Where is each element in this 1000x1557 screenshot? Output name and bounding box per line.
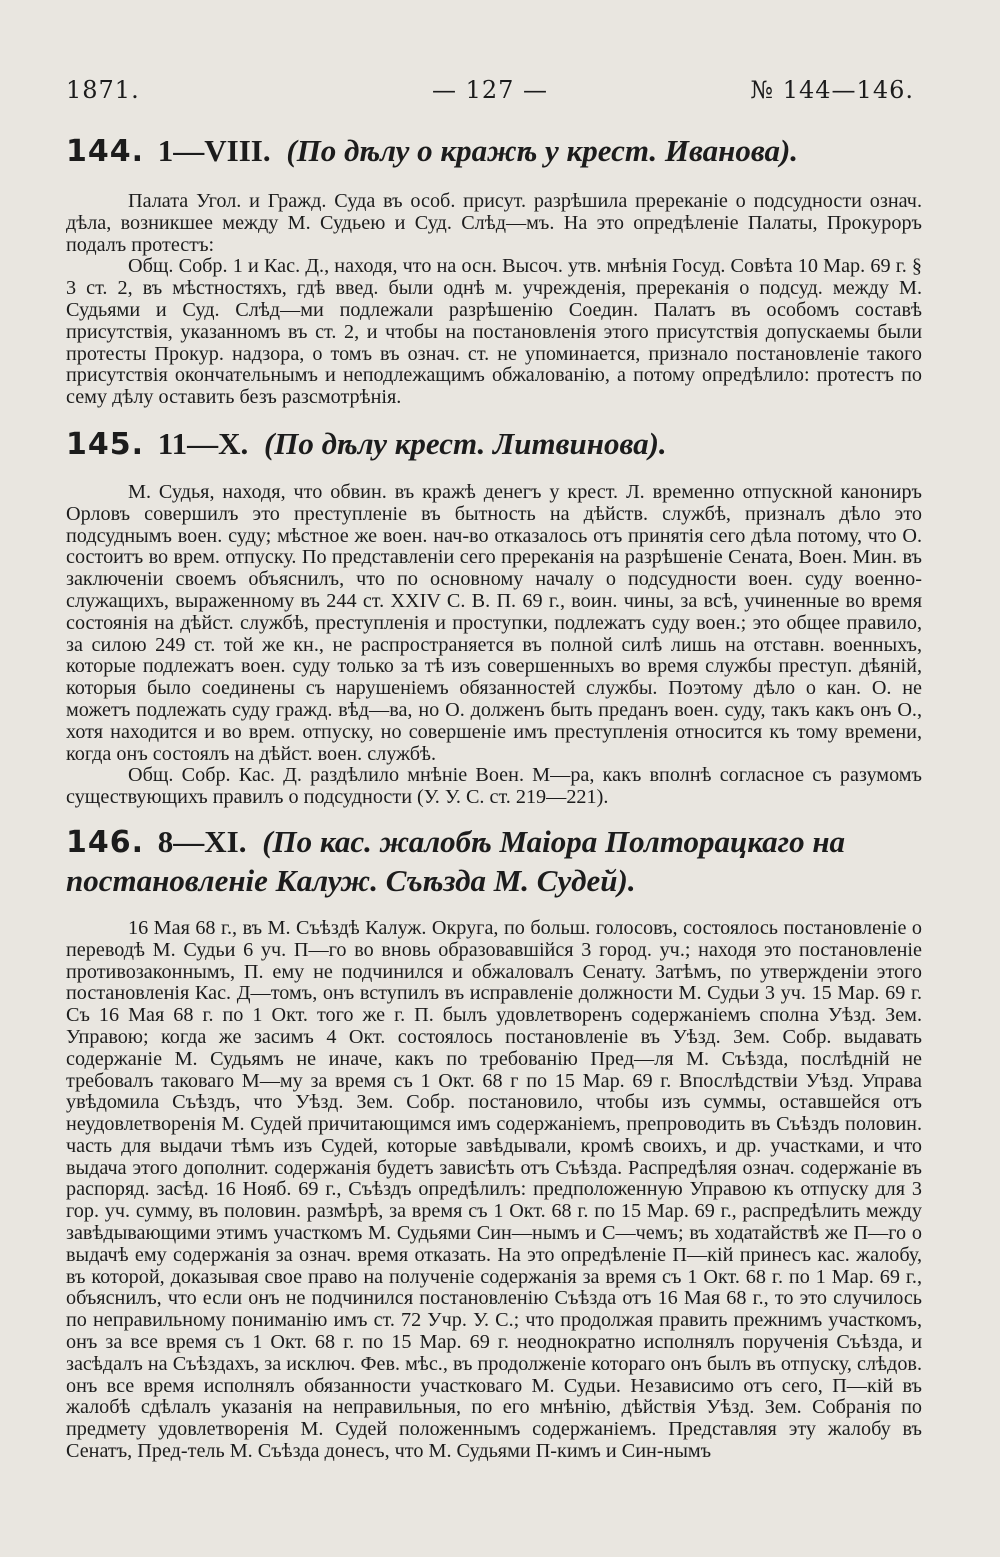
- section-date: 1—VIII.: [157, 133, 271, 168]
- page-header: [66, 76, 914, 116]
- section-title: (По дѣлу крест. Литвинова).: [263, 425, 667, 461]
- section-title: (По кас. жалобѣ Маіора Полторацкаго на постановленіе Калуж. Съѣзда М. Судей).: [66, 823, 846, 898]
- section-144-heading: [66, 132, 922, 171]
- section-144-paragraph-2: Общ. Собр. 1 и Кас. Д., находя, что на осн. Высоч. утв. мнѣнія Госуд. Совѣта 10 Мар. 69 г. § 3 ст. 2, въ мѣстностяхъ, гдѣ введ. были однѣ м. учрежденія, пререканія о подсуд. между М. Судьями и Суд. Слѣд—ми подлежали разрѣшенію Соедин. Палатъ въ особомъ составѣ присутствія, указанномъ въ ст. 2, и чтобы на постановленія этого присутствія допускаемы были протесты Прокур. надзора, о томъ въ означ. ст. не упоминается, признало постановленіе такого присутствія окончательнымъ и неподлежащимъ обжалованію, а потому опредѣлило: протестъ по сему дѣлу оставить безъ разсмотрѣнія.: [66, 255, 922, 409]
- section-number: 145.: [66, 426, 145, 462]
- section-146-heading: [66, 823, 922, 900]
- header-year: 1871.: [66, 76, 140, 104]
- section-title: (По дѣлу о кражѣ у крест. Иванова).: [286, 133, 799, 168]
- section-number: 146.: [66, 824, 145, 860]
- section-145-heading: [66, 425, 922, 464]
- section-145-paragraph-2: Общ. Собр. Кас. Д. раздѣлило мнѣніе Воен. М—ра, какъ вполнѣ согласное съ разумомъ существующихъ правилъ о подсудности (У. У. С. ст. 219—221).: [66, 764, 922, 809]
- section-146-paragraph-1: 16 Мая 68 г., въ М. Съѣздѣ Калуж. Округа, по больш. голосовъ, состоялось постановленіе о переводѣ М. Судьи 6 уч. П—го во вновь образовавшійся 3 город. уч.; находя это постановленіе противозаконнымъ, П. ему не подчинился и обжаловалъ Сенату. Затѣмъ, по утвержденіи этого постановленія Кас. Д—томъ, онъ вступилъ въ исправленіе должности М. Судьи 3 уч. 15 Мар. 69 г. Съ 16 Мая 68 г. по 1 Окт. того же г. П. былъ удовлетворенъ содержаніемъ сполна Уѣзд. Зем. Управою; когда же засимъ 4 Окт. состоялось постановленіе въ Уѣзд. Зем. Собр. выдавать содержаніе М. Судьямъ не иначе, какъ по требованію Пред—ля М. Съѣзда, послѣдній не требовалъ таковаго М—му за время съ 1 Окт. 68 г по 15 Мар. 69 г. Впослѣдствіи Уѣзд. Управа увѣдомила Съѣздъ, что Уѣзд. Зем. Собр. постановило, чтобы изъ суммы, оставшейся отъ неудовлетворенія М. Судей причитающимся имъ содержаніемъ, препроводить въ Съѣздъ половин. часть для выдачи тѣмъ изъ Судей, которые завѣдывали, кромѣ своихъ, и др. участками, и что выдача этого дополнит. содержанія будетъ зависѣть отъ Съѣзда. Распредѣляя означ. содержаніе въ распоряд. засѣд. 16 Нояб. 69 г., Съѣздъ опредѣлилъ: предположенную Управою къ отпуску для 3 гор. уч. сумму, въ половин. размѣрѣ, за время съ 1 Окт. 68 г. по 15 Мар. 69 г., распредѣлить между завѣдывающими этимъ участкомъ М. Судьями Син—нымъ и С—чемъ; въ ходатайствѣ же П—го о выдачѣ ему содержанія за означ. время отказать. На это опредѣленіе П—кій принесъ кас. жалобу, въ которой, доказывая свое право на полученіе содержанія за время съ 1 Окт. 68 г. по 1 Мар. 69 г., объяснилъ, что если онъ не подчинился постановленію Съѣзда отъ 16 Мая 68 г., то это случилось по неправильному пониманію имъ ст. 72 Учр. У. С.; что продолжая править прежнимъ участкомъ, онъ за все время съ 1 Окт. 68 г. по 15 Мар. 69 г. неоднократно исполнялъ порученія Съѣзда, и засѣдалъ на Съѣздахъ, за исключ. Фев. мѣс., въ продолженіе котораго онъ былъ въ отпуску, слѣдов. онъ все время исполнялъ обязанности участковаго М. Судьи. Независимо отъ сего, П—кій въ жалобѣ сдѣлалъ указанія на неправильныя, по его мнѣнію, дѣйствія Уѣзд. Зем. Собранія по предмету удовлетворенія М. Судей положеннымъ содержаніемъ. Представляя эту жалобу въ Сенатъ, Пред-тель М. Съѣзда донесъ, что М. Судьями П-кимъ и Син-нымъ: [66, 916, 922, 1463]
- section-145-paragraph-1: М. Судья, находя, что обвин. въ кражѣ денегъ у крест. Л. временно отпускной канониръ Орловъ совершилъ это преступленіе въ бытность на дѣйств. службѣ, призналъ дѣло это подсуднымъ воен. суду; мѣстное же воен. нач-во отказалось отъ принятія сего дѣла потому, что О. состоитъ во врем. отпуску. По представленіи сего пререканія на разрѣшеніе Сената, Воен. Мин. въ заключеніи своемъ объяснилъ, что по основному началу о подсудности воен. суду военно-служащихъ, выраженному въ 244 ст. XXIV С. В. П. 69 г., воин. чины, за всѣ, учиненные во время состоянія на дѣйст. службѣ, преступленія и проступки, подлежатъ суду воен.; это общее правило, за силою 249 ст. той же кн., не распространяется въ полной силѣ лишь на отставн. военныхъ, которые подлежатъ воен. суду только за тѣ изъ совершенныхъ во время службы преступ. дѣяній, которыя было соединены съ нарушеніемъ обязанностей службы. Поэтому дѣло о кан. О. не можетъ подлежать суду гражд. вѣд—ва, но О. долженъ быть преданъ воен. суду, такъ какъ онъ О., хотя находится и во врем. отпуску, но совершеніе имъ преступленія относится къ тому времени, когда онъ состоялъ на дѣйст. воен. службѣ.: [66, 480, 922, 765]
- section-number: 144.: [66, 134, 145, 169]
- section-date: 8—XI.: [157, 823, 247, 859]
- header-page-number: — 127 —: [431, 76, 549, 104]
- header-case-range: № 144—146.: [750, 76, 914, 104]
- section-144-paragraph-1: Палата Угол. и Гражд. Суда въ особ. присут. разрѣшила пререканіе о подсудности означ. дѣла, возникшее между М. Судьею и Суд. Слѣд—мъ. На это опредѣленіе Палаты, Прокуроръ подалъ протестъ:: [66, 190, 922, 256]
- section-date: 11—X.: [157, 425, 249, 461]
- page-body: [66, 128, 922, 1463]
